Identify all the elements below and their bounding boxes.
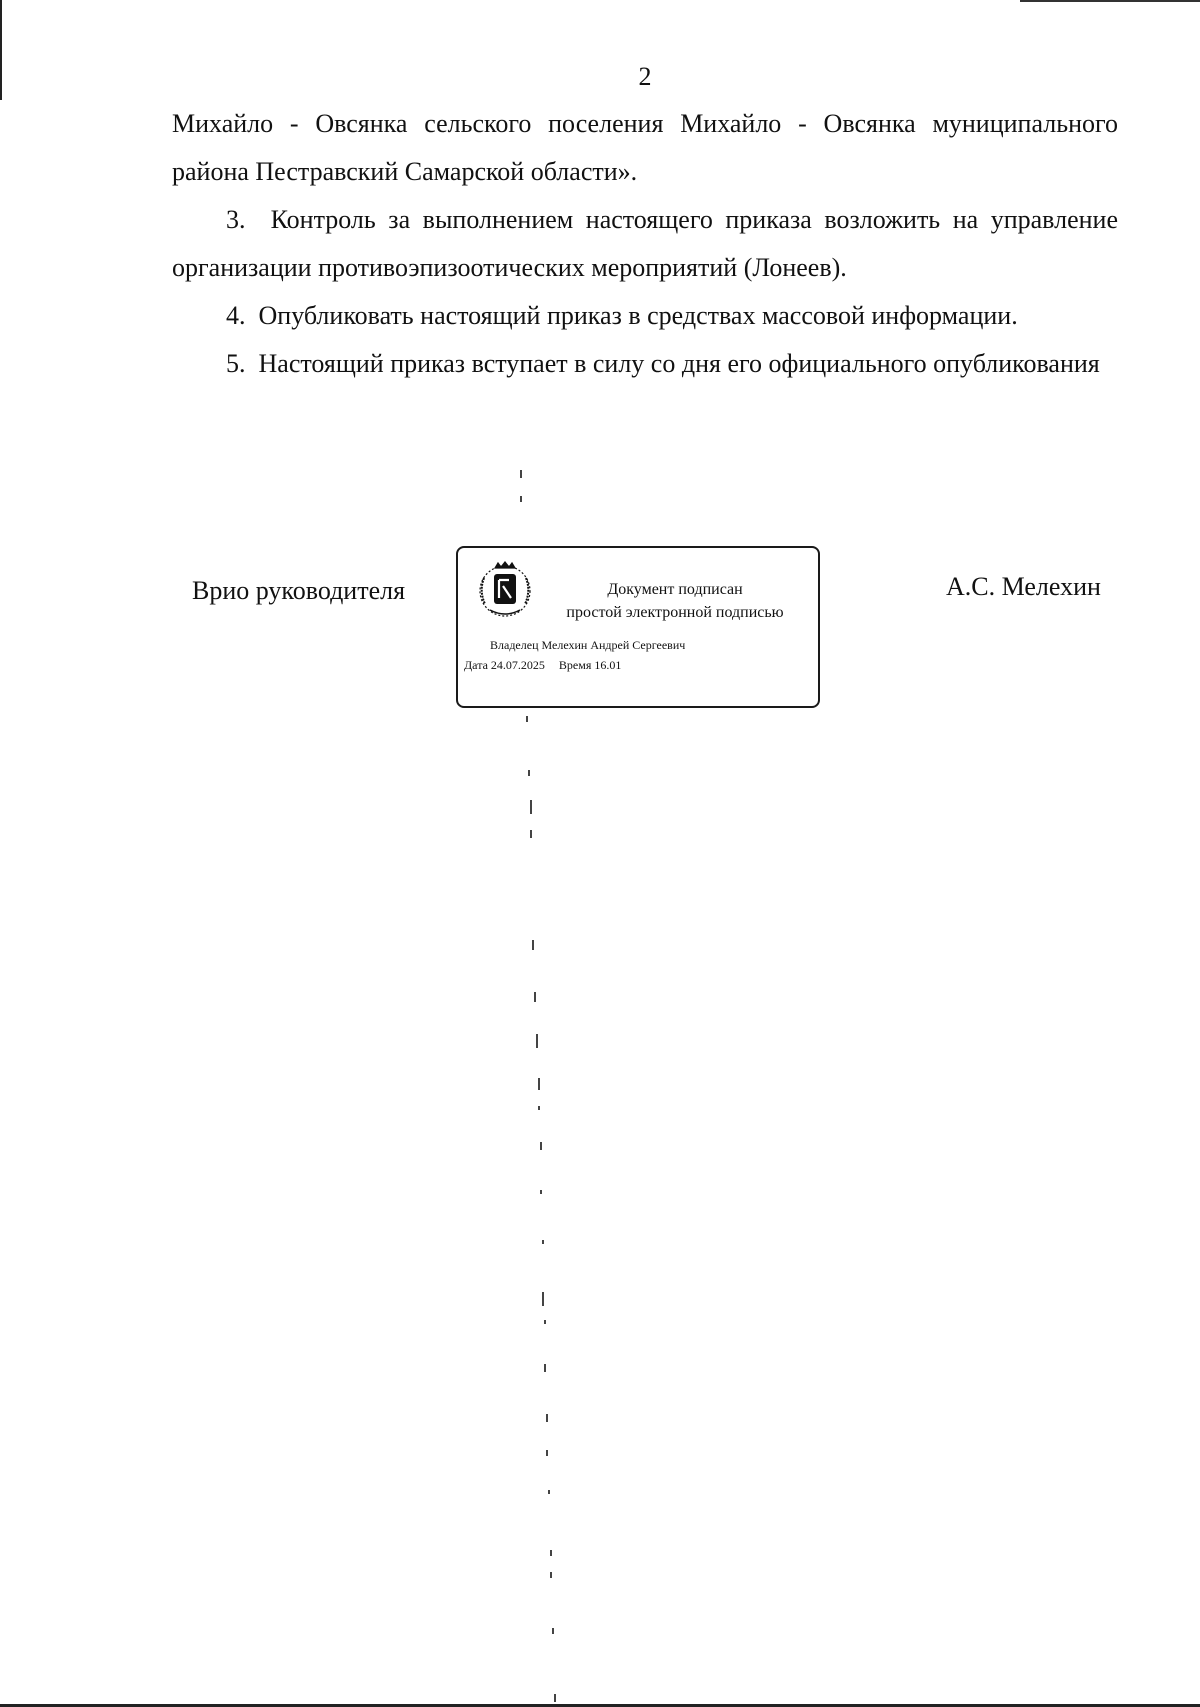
paragraph-text: 4. Опубликовать настоящий приказ в средствах массовой информации. — [226, 301, 1018, 330]
scan-artifact-dash — [552, 1628, 554, 1634]
paragraph-line: района Пестравский Самарской области». — [172, 157, 638, 186]
stamp-date-time — [464, 658, 621, 673]
scan-artifact-dash — [542, 1292, 544, 1306]
scan-artifact-dash — [542, 1240, 544, 1244]
scan-artifact-dash — [536, 1034, 538, 1048]
scan-artifact-dash — [544, 1320, 546, 1324]
scan-artifact-dash — [526, 716, 528, 722]
paragraph-item-4 — [172, 292, 1118, 340]
stamp-heading — [544, 578, 806, 624]
stamp-heading-line: Документ подписан — [607, 581, 743, 598]
scan-artifact-dash — [520, 470, 522, 478]
scan-artifact-dash — [530, 830, 532, 838]
stamp-heading-line: простой электронной подписью — [566, 604, 784, 621]
scan-artifact-dash — [538, 1106, 540, 1110]
paragraph-text: 5. Настоящий приказ вступает в силу со дня его официального опубликования — [226, 349, 1100, 378]
scan-artifact-dash — [532, 940, 534, 950]
paragraph-continuation — [172, 100, 1118, 196]
scan-artifact-dash — [540, 1142, 542, 1150]
paragraph-item-3 — [172, 196, 1118, 292]
stamp-date: Дата 24.07.2025 — [464, 658, 545, 672]
samara-region-coat-of-arms-icon — [476, 560, 534, 620]
scan-artifact-dash — [546, 1450, 548, 1456]
paragraph-line: Михайло - Овсянка сельского поселения Михайло - Овсянка муниципального — [172, 109, 1118, 138]
stamp-owner: Владелец Мелехин Андрей Сергеевич — [490, 638, 686, 652]
page-number: 2 — [638, 62, 652, 91]
scan-artifact-dash — [546, 1414, 548, 1422]
scan-artifact-dash — [554, 1694, 556, 1702]
stamp-time: Время 16.01 — [558, 658, 622, 672]
scan-artifact-dash — [534, 992, 536, 1002]
scan-artifact-dash — [550, 1550, 552, 1556]
scan-artifact-dash — [548, 1490, 550, 1494]
scan-artifact-dash — [544, 1364, 546, 1372]
scan-edge-top — [1020, 0, 1200, 2]
scan-artifact-dash — [530, 800, 532, 814]
electronic-signature-stamp — [456, 546, 820, 708]
signature-title: Врио руководителя — [192, 576, 406, 605]
scan-artifact-dash — [520, 496, 522, 502]
scan-artifact-dash — [550, 1572, 552, 1578]
scan-artifact-dash — [540, 1190, 542, 1194]
scan-artifact-dash — [538, 1078, 540, 1090]
scan-artifact-dash — [528, 770, 530, 776]
signature-name: А.С. Мелехин — [946, 572, 1101, 601]
paragraph-item-5 — [172, 340, 1118, 388]
paragraph-text: 3. Контроль за выполнением настоящего приказа возложить на управление организации противоэпизоотических мероприятий (Лонеев). — [172, 205, 1118, 282]
